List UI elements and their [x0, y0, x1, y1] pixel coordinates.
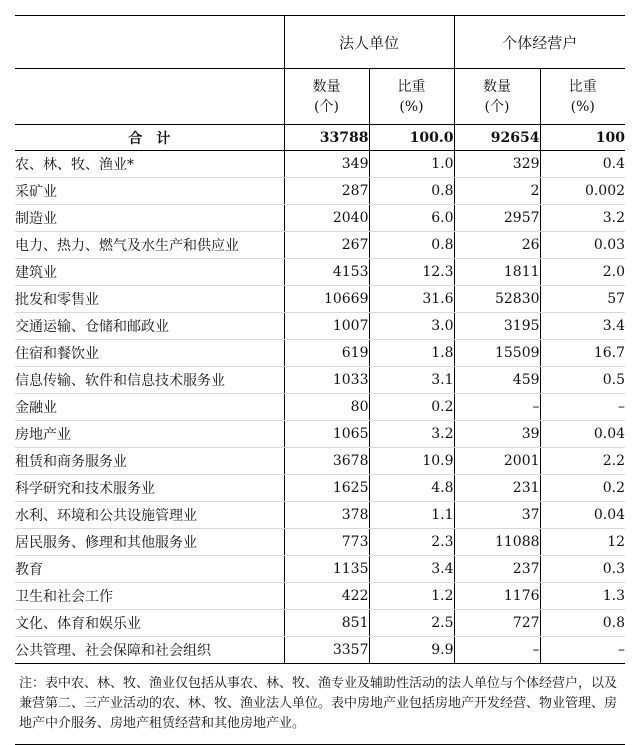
industry-name: 房地产业	[15, 421, 284, 448]
industry-name: 信息传输、软件和信息技术服务业	[15, 367, 284, 394]
table-row	[15, 556, 625, 583]
table-row	[15, 340, 625, 367]
industry-name: 住宿和餐饮业	[15, 340, 284, 367]
industry-name: 卫生和社会工作	[15, 583, 284, 610]
legal-share: 3.4	[369, 556, 454, 583]
footnote: 注：表中农、林、牧、渔业仅包括从事农、林、牧、渔专业及辅助性活动的法人单位与个体经营户，以及兼营第二、三产业活动的农、林、牧、渔业法人单位。表中房地产业包括房地产开发经营、物业管理、房地产中介服务、房地产租赁经营和其他房地产业。	[19, 676, 618, 731]
total-ind-share: 100	[540, 125, 625, 151]
header-legal-share	[369, 69, 454, 125]
industry-name: 科学研究和技术服务业	[15, 475, 284, 502]
individual-share: 1.3	[540, 583, 625, 610]
table-row	[15, 502, 625, 529]
legal-count: 619	[284, 340, 369, 367]
legal-share: 1.2	[369, 583, 454, 610]
table-row	[15, 610, 625, 637]
legal-share: 1.8	[369, 340, 454, 367]
individual-count: –	[454, 637, 540, 664]
individual-count: 15509	[454, 340, 540, 367]
table-row	[15, 259, 625, 286]
industry-name: 租赁和商务服务业	[15, 448, 284, 475]
industry-name: 建筑业	[15, 259, 284, 286]
table-row	[15, 205, 625, 232]
individual-count: 52830	[454, 286, 540, 313]
industry-name: 批发和零售业	[15, 286, 284, 313]
table-row	[15, 421, 625, 448]
industry-name: 电力、热力、燃气及水生产和供应业	[15, 232, 284, 259]
individual-share: 0.2	[540, 475, 625, 502]
industry-name: 农、林、牧、渔业*	[15, 151, 284, 178]
individual-count: 39	[454, 421, 540, 448]
table-row	[15, 178, 625, 205]
statistics-table-container	[15, 15, 625, 745]
table-row	[15, 313, 625, 340]
table-row	[15, 448, 625, 475]
individual-share: –	[540, 637, 625, 664]
header-count-unit: (个)	[314, 98, 339, 115]
industry-name: 采矿业	[15, 178, 284, 205]
individual-count: 2957	[454, 205, 540, 232]
header-count-label: 数量	[312, 78, 341, 95]
individual-share: 2.2	[540, 448, 625, 475]
individual-count: 1811	[454, 259, 540, 286]
legal-count: 773	[284, 529, 369, 556]
individual-share: 0.002	[540, 178, 625, 205]
header-share-unit: (%)	[399, 98, 424, 115]
individual-share: 0.04	[540, 502, 625, 529]
individual-count: 37	[454, 502, 540, 529]
individual-share: 3.2	[540, 205, 625, 232]
legal-share: 4.8	[369, 475, 454, 502]
individual-count: 329	[454, 151, 540, 178]
table-row	[15, 475, 625, 502]
header-legal-count	[284, 69, 369, 125]
header-count-unit: (个)	[484, 98, 510, 115]
header-share-label: 比重	[568, 78, 597, 95]
industry-name: 交通运输、仓储和邮政业	[15, 313, 284, 340]
header-legal-units: 法人单位	[284, 16, 454, 69]
table-row	[15, 637, 625, 664]
total-label: 合 计	[15, 125, 284, 151]
footnote-container	[15, 664, 625, 745]
individual-share: 0.3	[540, 556, 625, 583]
individual-count: 1176	[454, 583, 540, 610]
table-row	[15, 151, 625, 178]
individual-count: 11088	[454, 529, 540, 556]
total-legal-share: 100.0	[369, 125, 454, 151]
header-row-columns	[15, 69, 625, 125]
legal-share: 1.0	[369, 151, 454, 178]
legal-share: 9.9	[369, 637, 454, 664]
legal-count: 287	[284, 178, 369, 205]
legal-share: 31.6	[369, 286, 454, 313]
header-count-label: 数量	[483, 78, 512, 95]
header-share-unit: (%)	[570, 98, 595, 115]
industry-name: 文化、体育和娱乐业	[15, 610, 284, 637]
industry-name: 居民服务、修理和其他服务业	[15, 529, 284, 556]
legal-count: 3678	[284, 448, 369, 475]
individual-share: 3.4	[540, 313, 625, 340]
legal-count: 1007	[284, 313, 369, 340]
individual-share: 0.4	[540, 151, 625, 178]
header-row-groups	[15, 16, 625, 69]
legal-share: 3.1	[369, 367, 454, 394]
individual-count: 2	[454, 178, 540, 205]
legal-count: 1625	[284, 475, 369, 502]
individual-count: –	[454, 394, 540, 421]
legal-count: 422	[284, 583, 369, 610]
legal-share: 0.8	[369, 178, 454, 205]
legal-share: 0.8	[369, 232, 454, 259]
header-blank-cell-2	[15, 69, 284, 125]
individual-share: 12	[540, 529, 625, 556]
header-ind-count	[454, 69, 540, 125]
individual-share: 0.5	[540, 367, 625, 394]
header-individual-households: 个体经营户	[454, 16, 625, 69]
table-row	[15, 286, 625, 313]
industry-name: 金融业	[15, 394, 284, 421]
header-ind-share	[540, 69, 625, 125]
legal-count: 80	[284, 394, 369, 421]
industry-name: 教育	[15, 556, 284, 583]
individual-share: 0.04	[540, 421, 625, 448]
individual-share: –	[540, 394, 625, 421]
table-row	[15, 367, 625, 394]
industry-name: 公共管理、社会保障和社会组织	[15, 637, 284, 664]
legal-share: 1.1	[369, 502, 454, 529]
total-ind-count: 92654	[454, 125, 540, 151]
legal-share: 3.2	[369, 421, 454, 448]
header-share-label: 比重	[397, 78, 426, 95]
table-row	[15, 583, 625, 610]
individual-count: 26	[454, 232, 540, 259]
legal-count: 2040	[284, 205, 369, 232]
legal-count: 1135	[284, 556, 369, 583]
individual-share: 0.8	[540, 610, 625, 637]
individual-share: 0.03	[540, 232, 625, 259]
legal-share: 3.0	[369, 313, 454, 340]
total-row	[15, 125, 625, 151]
legal-count: 4153	[284, 259, 369, 286]
legal-count: 10669	[284, 286, 369, 313]
legal-count: 851	[284, 610, 369, 637]
individual-count: 237	[454, 556, 540, 583]
legal-share: 2.3	[369, 529, 454, 556]
legal-count: 3357	[284, 637, 369, 664]
industry-name: 水利、环境和公共设施管理业	[15, 502, 284, 529]
individual-share: 2.0	[540, 259, 625, 286]
industry-statistics-table	[15, 15, 625, 664]
individual-count: 231	[454, 475, 540, 502]
table-row	[15, 529, 625, 556]
individual-share: 57	[540, 286, 625, 313]
total-legal-count: 33788	[284, 125, 369, 151]
individual-count: 727	[454, 610, 540, 637]
legal-share: 12.3	[369, 259, 454, 286]
legal-count: 267	[284, 232, 369, 259]
legal-share: 10.9	[369, 448, 454, 475]
table-row	[15, 394, 625, 421]
legal-share: 0.2	[369, 394, 454, 421]
table-row	[15, 232, 625, 259]
individual-count: 2001	[454, 448, 540, 475]
individual-share: 16.7	[540, 340, 625, 367]
legal-count: 349	[284, 151, 369, 178]
header-blank-cell	[15, 16, 284, 69]
industry-name: 制造业	[15, 205, 284, 232]
individual-count: 3195	[454, 313, 540, 340]
legal-share: 6.0	[369, 205, 454, 232]
legal-share: 2.5	[369, 610, 454, 637]
individual-count: 459	[454, 367, 540, 394]
legal-count: 1033	[284, 367, 369, 394]
legal-count: 378	[284, 502, 369, 529]
legal-count: 1065	[284, 421, 369, 448]
